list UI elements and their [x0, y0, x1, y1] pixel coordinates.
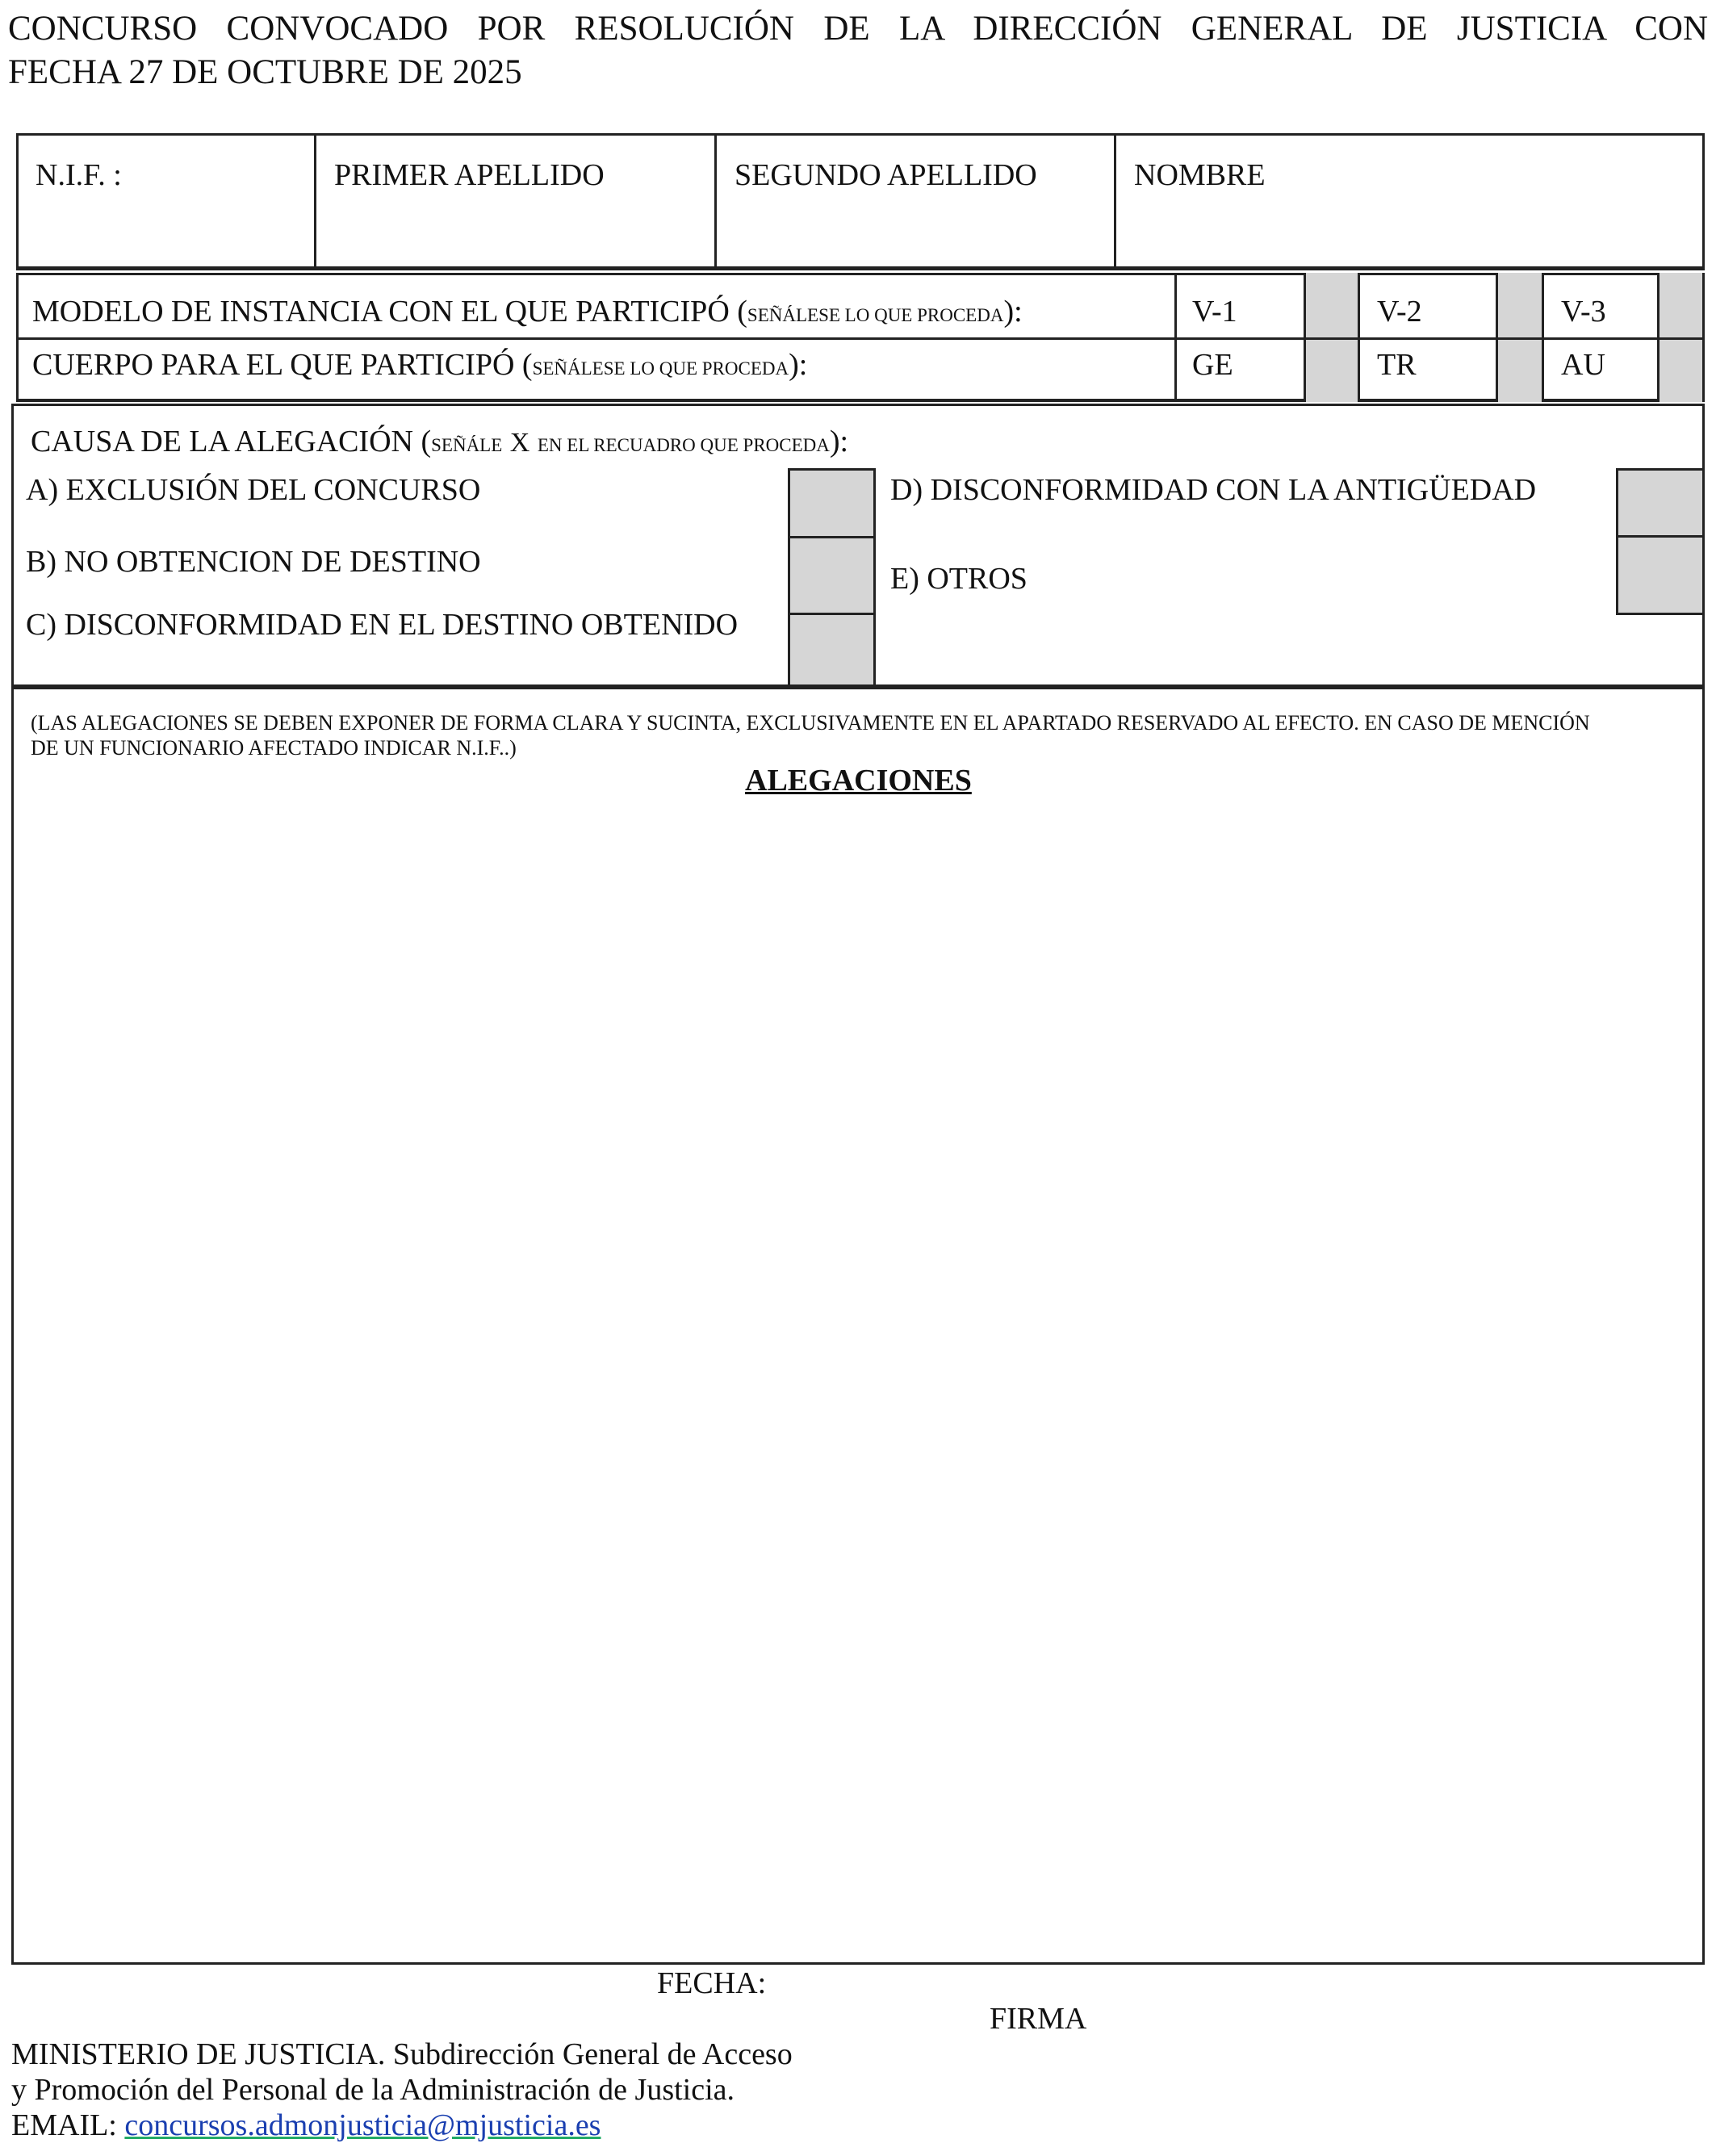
modelo-close: ): [1003, 295, 1023, 329]
primer-apellido-label: PRIMER APELLIDO [334, 158, 605, 192]
alegaciones-title: ALEGACIONES [745, 764, 972, 798]
nif-label: N.I.F. : [36, 158, 122, 192]
identity-divider [1114, 133, 1116, 270]
primer-apellido-field[interactable] [323, 202, 706, 258]
header-line-2: FECHA 27 DE OCTUBRE DE 2025 [8, 53, 522, 91]
causa-label [31, 426, 848, 457]
participation-divider [1174, 273, 1177, 402]
checkbox-ge[interactable] [1304, 337, 1360, 402]
checkbox-option-b[interactable] [788, 536, 876, 615]
identity-divider [314, 133, 316, 270]
option-a-label: A) EXCLUSIÓN DEL CONCURSO [26, 473, 481, 507]
header-line-1: CONCURSO CONVOCADO POR RESOLUCIÓN DE LA DIRECCIÓN GENERAL DE JUSTICIA CON [8, 10, 1708, 48]
causa-hint-a: SEÑÁLE [431, 435, 503, 455]
alegaciones-note-line-2: DE UN FUNCIONARIO AFECTADO INDICAR N.I.F..) [31, 736, 517, 760]
checkbox-option-c[interactable] [788, 613, 876, 689]
cuerpo-text: CUERPO PARA EL QUE PARTICIPÓ ( [32, 348, 533, 382]
email-label: EMAIL: [11, 2108, 117, 2142]
checkbox-au[interactable] [1657, 337, 1705, 402]
alegaciones-note-line-1: (LAS ALEGACIONES SE DEBEN EXPONER DE FORMA CLARA Y SUCINTA, EXCLUSIVAMENTE EN EL APARTADO RESERVADO AL EFECTO. EN CASO DE MENCIÓN [31, 711, 1590, 735]
fecha-label: FECHA: [657, 1966, 767, 2000]
checkbox-option-d[interactable] [1616, 468, 1705, 538]
checkbox-v3[interactable] [1657, 273, 1705, 339]
identity-divider [714, 133, 717, 270]
option-c-label: C) DISCONFORMIDAD EN EL DESTINO OBTENIDO [26, 608, 739, 642]
modelo-text: MODELO DE INSTANCIA CON EL QUE PARTICIPÓ ( [32, 295, 747, 329]
firma-label: FIRMA [990, 2002, 1087, 2036]
nombre-field[interactable] [1122, 202, 1695, 258]
model-option-v2: V-2 [1377, 295, 1422, 329]
nif-field[interactable] [24, 202, 307, 258]
cuerpo-label [32, 350, 807, 380]
cuerpo-close: ): [789, 348, 808, 382]
alegaciones-textarea[interactable] [24, 807, 1692, 1953]
option-e-label: E) OTROS [890, 562, 1028, 596]
checkbox-tr[interactable] [1496, 337, 1544, 402]
modelo-label [32, 296, 1023, 327]
body-option-tr: TR [1377, 348, 1417, 382]
causa-hint-x: X [509, 428, 530, 458]
checkbox-v2[interactable] [1496, 273, 1544, 339]
checkbox-option-a[interactable] [788, 468, 876, 538]
body-option-ge: GE [1192, 348, 1233, 382]
option-b-label: B) NO OBTENCION DE DESTINO [26, 545, 481, 579]
segundo-apellido-field[interactable] [722, 202, 1106, 258]
model-option-v1: V-1 [1192, 295, 1237, 329]
causa-text: CAUSA DE LA ALEGACIÓN ( [31, 425, 432, 458]
causa-close: ): [829, 425, 849, 458]
ministry-line-2: y Promoción del Personal de la Administración de Justicia. [11, 2073, 735, 2107]
email-row [11, 2110, 601, 2141]
cuerpo-hint: SEÑÁLESE LO QUE PROCEDA [532, 358, 789, 379]
nombre-label: NOMBRE [1134, 158, 1266, 192]
participation-row-divider [16, 337, 1705, 340]
model-option-v3: V-3 [1561, 295, 1606, 329]
body-option-au: AU [1561, 348, 1605, 382]
causa-hint-b: EN EL RECUADRO QUE PROCEDA [537, 435, 830, 455]
segundo-apellido-label: SEGUNDO APELLIDO [735, 158, 1037, 192]
option-d-label: D) DISCONFORMIDAD CON LA ANTIGÜEDAD [890, 473, 1537, 507]
modelo-hint: SEÑÁLESE LO QUE PROCEDA [747, 305, 1004, 325]
checkbox-option-e[interactable] [1616, 535, 1705, 615]
ministry-line-1: MINISTERIO DE JUSTICIA. Subdirección General de Acceso [11, 2037, 793, 2071]
email-link[interactable]: concursos.admonjusticia@mjusticia.es [124, 2108, 601, 2142]
checkbox-v1[interactable] [1304, 273, 1360, 339]
